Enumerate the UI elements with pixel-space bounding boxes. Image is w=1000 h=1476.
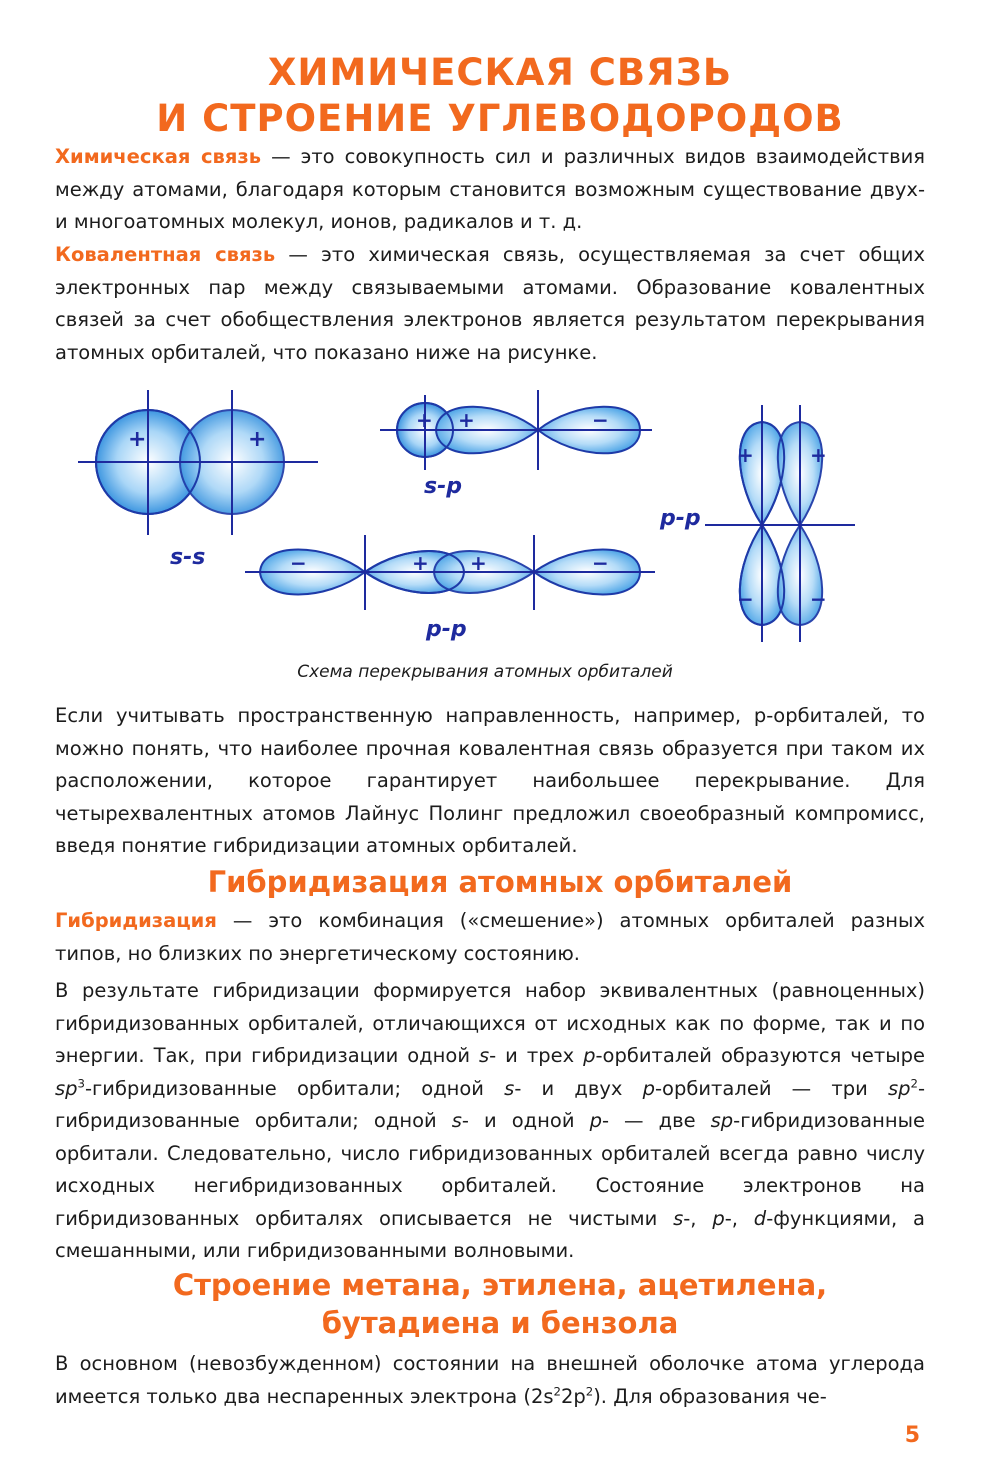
ss-overlap-diagram (78, 390, 318, 570)
text-run: p (589, 1109, 602, 1132)
text-run: -орбиталей образуются четыре (595, 1044, 925, 1067)
text-run: p (583, 1044, 596, 1067)
pp-h-minus-left: − (290, 551, 307, 575)
text-run: -, (683, 1206, 713, 1230)
pp-vertical-overlap-diagram (659, 405, 855, 642)
text-run: 2p (560, 1384, 586, 1408)
text-run: -, (724, 1206, 754, 1230)
definition-chemical-bond: — это совокупность сил и различных видов взаимодействия между атомами, благодаря которым становится возможным существование двух- и многоатомных молекул, ионов, радикалов и т. д. (55, 145, 925, 233)
pp-horizontal-label: p-p (426, 617, 467, 642)
superscript: 2 (585, 1384, 594, 1398)
paragraph-spatial-direction: Если учитывать пространственную направленность, например, p-орбиталей, то можно понять, что наиболее прочная ковалентная связь образуется при таком их расположении, которое гарантирует наибольшее перекрывание. Для четырехвалентных атомов Лайнус Полинг предложил своеобразный компромисс, введя понятие гибридизации атомных орбиталей. (55, 704, 925, 857)
term-hybridization: Гибридизация (55, 909, 217, 932)
text-run: - — две (601, 1109, 711, 1132)
sp-plus-p: + (458, 408, 475, 432)
text-run: p (642, 1076, 656, 1100)
sp-label: s-p (424, 474, 462, 499)
text-run: - и одной (461, 1109, 590, 1132)
pp-vertical-label: p-p (660, 506, 701, 531)
pp-v-minus-left: − (737, 587, 754, 611)
sp-plus-s: + (416, 408, 433, 432)
paragraph-chemical-bond (55, 141, 925, 239)
text-run: -функциями, а смешанными, или гибридизованными волновыми. (55, 1206, 926, 1262)
ss-plus-right: + (248, 427, 267, 452)
ss-plus-left: + (128, 427, 147, 452)
superscript: 2 (553, 1384, 561, 1398)
definition-covalent-bond: — это химическая связь, осуществляемая за счет общих электронных пар между связываемыми атомами. Образование ковалентных связей за счет обобществления электронов является результатом перекрывания атомных орбиталей, что показано ниже на рисунке. (55, 243, 926, 364)
text-run: sp (887, 1076, 911, 1100)
sp-minus-p: − (592, 408, 609, 432)
text-run: - и трех (489, 1044, 584, 1067)
figure-caption: Схема перекрывания атомных орбиталей (297, 662, 673, 682)
paragraph-ground-state (55, 1348, 925, 1413)
pp-h-minus-right: − (592, 551, 609, 575)
text-run: -орбиталей — три (655, 1076, 888, 1100)
paragraph-hybridization-definition (55, 905, 925, 970)
page-title-line-1: ХИМИЧЕСКАЯ СВЯЗЬ (267, 51, 733, 94)
paragraph-covalent-bond (55, 239, 925, 369)
text-run: В основном (невозбужденном) состоянии на внешней оболочке атома углерода имеется только два неспаренных электрона (2s (55, 1352, 925, 1408)
pp-h-plus-right: + (470, 551, 487, 575)
text-run: sp (710, 1109, 734, 1132)
term-covalent-bond: Ковалентная связь (55, 243, 276, 266)
text-run: d (753, 1206, 767, 1230)
text-run: -гибридизованные орбитали; одной (55, 1076, 925, 1132)
pp-horizontal-overlap-diagram (245, 535, 655, 642)
text-run: - и двух (514, 1076, 643, 1100)
pp-v-plus-left: + (737, 443, 754, 467)
page-title-line-2: И СТРОЕНИЕ УГЛЕВОДОРОДОВ (156, 97, 844, 140)
paragraph-hybridization-result (55, 975, 925, 1268)
text-run: s (479, 1044, 490, 1067)
heading-structure-line-1: Строение метана, этилена, ацетилена, (172, 1268, 828, 1302)
pp-h-plus-left: + (412, 551, 429, 575)
text-run: ). Для образования че- (593, 1384, 827, 1408)
pp-v-minus-right: − (810, 587, 827, 611)
page-number: 5 (904, 1423, 920, 1448)
sp-overlap-diagram (380, 390, 652, 499)
text-run: В результате гибридизации формируется набор эквивалентных (равноценных) гибридизованных орбиталей, отличающихся от исходных как по форме, так и по энергии. Так, при гибридизации одной (55, 979, 925, 1067)
superscript: 2 (910, 1076, 918, 1090)
pp-v-plus-right: + (810, 443, 827, 467)
ss-label: s-s (170, 545, 206, 570)
text-run: -гибридизованные орбитали; одной (84, 1076, 505, 1100)
text-run: s (451, 1109, 462, 1132)
text-run: s (504, 1076, 515, 1100)
text-run: p (712, 1206, 725, 1230)
text-run: sp (55, 1076, 78, 1100)
superscript: 3 (77, 1076, 85, 1090)
definition-hybridization: — это комбинация («смешение») атомных орбиталей разных типов, но близких по энергетическому состоянию. (55, 909, 925, 965)
text-run: s (673, 1206, 684, 1230)
text-run: -гибридизованные орбитали. Следовательно, число гибридизованных орбиталей всегда равно числу исходных негибридизованных орбиталей. Состояние электронов на гибридизованных орбиталях описывается не чистыми (55, 1109, 925, 1230)
heading-structure-line-2: бутадиена и бензола (321, 1306, 679, 1340)
orbital-overlap-figure (0, 360, 1000, 680)
heading-hybridization: Гибридизация атомных орбиталей (207, 865, 793, 899)
term-chemical-bond: Химическая связь (55, 145, 262, 168)
